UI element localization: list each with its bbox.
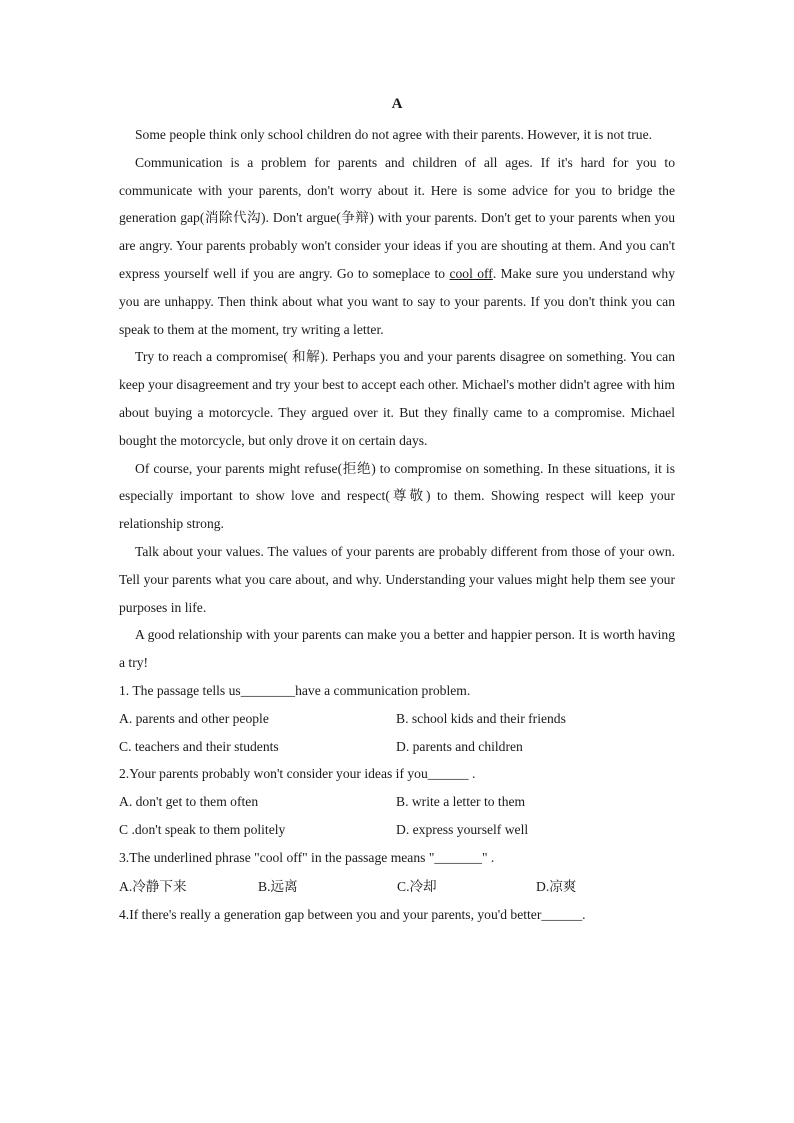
paragraph-2-text-b: . Make sure you understand why you are unhappy. Then think about what you want to say to your parents. If you don't think you can speak to them at the moment, try writing a letter.	[119, 265, 675, 337]
paragraph-4: Of course, your parents might refuse(拒绝) to compromise on something. In these situations, it is especially important to show love and respect(尊敬) to them. Showing respect will keep your relationship strong.	[119, 460, 675, 532]
question-4-stem: 4.If there's really a generation gap between you and your parents, you'd better______.	[119, 906, 586, 922]
question-1-option-a: A. parents and other people	[119, 710, 269, 726]
question-3-option-c: C.冷却	[397, 878, 437, 894]
question-3-option-d: D.凉爽	[536, 878, 577, 894]
question-2-option-c: C .don't speak to them politely	[119, 821, 286, 837]
question-2-options-row-2	[119, 816, 675, 844]
question-2-stem: 2.Your parents probably won't consider your ideas if you______ .	[119, 766, 476, 782]
paragraph-1: Some people think only school children do not agree with their parents. However, it is not true.	[135, 127, 653, 142]
question-1-options-row-2	[119, 733, 675, 761]
question-1-option-b: B. school kids and their friends	[396, 710, 566, 726]
question-2-option-b: B. write a letter to them	[396, 794, 526, 810]
question-1-option-c: C. teachers and their students	[119, 738, 279, 754]
paragraph-2-text-a: Communication is a problem for parents and children of all ages. If it's hard for you to communicate with your parents, don't worry about it. Here is some advice for you to bridge the generation gap(消除代沟). Don't argue(争辩) with your parents. Don't get to your parents when you are angry. Your parents probably won't consider your ideas if you are shouting at them. And you can't express yourself well if you are angry. Go to someplace to	[119, 154, 675, 281]
question-1-option-d: D. parents and children	[396, 738, 523, 754]
question-2-options-row-1	[119, 788, 675, 816]
paragraph-3: Try to reach a compromise( 和解). Perhaps you and your parents disagree on something. You can keep your disagreement and try your best to accept each other. Michael's mother didn't agree with him about buying a motorcycle. They argued over it. But they finally came to a compromise. Michael bought the motorcycle, but only drove it on certain days.	[119, 349, 675, 448]
question-3-options-row	[119, 872, 675, 901]
question-2-option-a: A. don't get to them often	[119, 794, 259, 810]
underlined-phrase: cool off	[449, 265, 493, 281]
question-3-option-a: A.冷静下来	[119, 878, 187, 894]
paragraph-5: Talk about your values. The values of your parents are probably different from those of your own. Tell your parents what you care about, and why. Understanding your values might help them see your purposes in life.	[119, 543, 675, 615]
question-2-option-d: D. express yourself well	[396, 821, 529, 837]
passage-body	[119, 121, 675, 928]
paragraph-6: A good relationship with your parents can make you a better and happier person. It is worth having a try!	[119, 627, 675, 671]
question-1-options-row-1	[119, 705, 675, 733]
passage-title: A	[391, 96, 403, 112]
question-1-stem: 1. The passage tells us________have a communication problem.	[119, 682, 471, 698]
paragraph-2	[119, 149, 675, 344]
question-3-stem: 3.The underlined phrase "cool off" in the passage means "_______" .	[119, 849, 495, 865]
question-3-option-b: B.远离	[258, 878, 298, 894]
